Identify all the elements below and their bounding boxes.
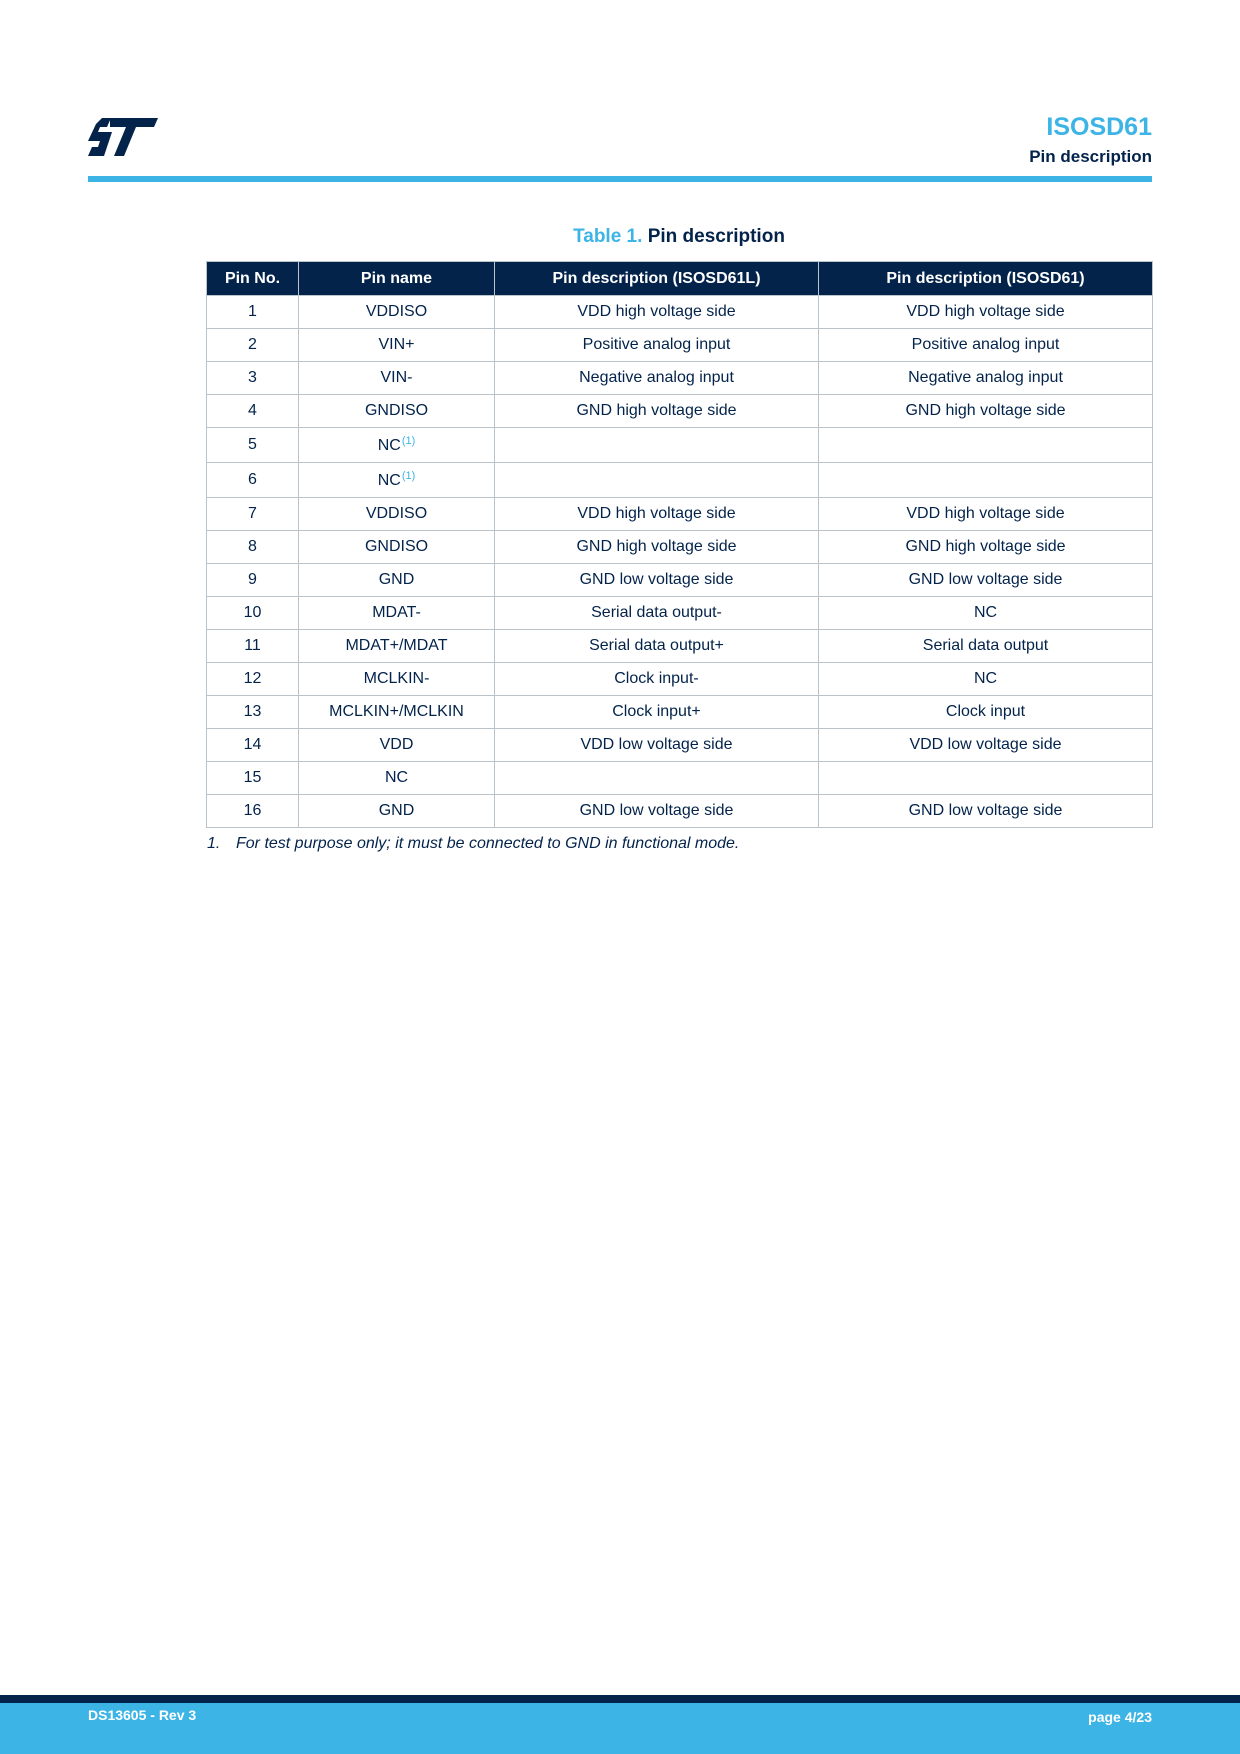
header-rule bbox=[88, 176, 1152, 182]
pin-name-cell bbox=[299, 564, 495, 597]
pin-number-cell bbox=[207, 795, 299, 828]
pin-number-cell bbox=[207, 395, 299, 428]
pin-desc-isosd61l-cell bbox=[495, 762, 819, 795]
table-row bbox=[207, 498, 1153, 531]
pin-desc-isosd61-cell-text: GND low voltage side bbox=[908, 571, 1063, 588]
table-footnote bbox=[207, 835, 739, 853]
pin-desc-isosd61l-cell-text: Clock input- bbox=[614, 670, 699, 687]
pin-name-cell-text: GNDISO bbox=[364, 402, 429, 419]
pin-desc-isosd61-cell bbox=[819, 395, 1153, 428]
pin-desc-isosd61-cell bbox=[819, 696, 1153, 729]
pin-number-cell bbox=[207, 428, 299, 463]
pin-name-cell bbox=[299, 362, 495, 395]
pin-desc-isosd61l-cell bbox=[495, 597, 819, 630]
table-row bbox=[207, 463, 1153, 498]
pin-number-cell bbox=[207, 597, 299, 630]
pin-desc-isosd61l-cell-text: VDD low voltage side bbox=[580, 736, 733, 753]
pin-desc-isosd61-cell bbox=[819, 630, 1153, 663]
table-caption bbox=[206, 226, 1152, 248]
pin-name-cell bbox=[299, 597, 495, 630]
pin-desc-isosd61-cell-text: Clock input bbox=[945, 703, 1026, 720]
table-row bbox=[207, 564, 1153, 597]
pin-desc-isosd61-cell bbox=[819, 329, 1153, 362]
pin-number-cell bbox=[207, 296, 299, 329]
pin-number-cell bbox=[207, 463, 299, 498]
pin-desc-isosd61l-cell-text: GND low voltage side bbox=[579, 571, 734, 588]
table-row bbox=[207, 296, 1153, 329]
pin-number-cell bbox=[207, 762, 299, 795]
pin-desc-isosd61l-cell bbox=[495, 630, 819, 663]
table-row bbox=[207, 729, 1153, 762]
pin-number-cell-text: 14 bbox=[243, 736, 262, 753]
pin-desc-isosd61l-cell-text: VDD high voltage side bbox=[577, 505, 736, 522]
pin-name-cell bbox=[299, 463, 495, 498]
pin-number-cell bbox=[207, 630, 299, 663]
pin-name-cell-text: MDAT+/MDAT bbox=[345, 637, 448, 654]
pin-desc-isosd61-cell bbox=[819, 564, 1153, 597]
pin-desc-isosd61-cell bbox=[819, 498, 1153, 531]
pin-desc-isosd61l-cell bbox=[495, 329, 819, 362]
pin-number-cell-text: 12 bbox=[243, 670, 262, 687]
pin-desc-isosd61l-cell-text: Negative analog input bbox=[579, 369, 734, 386]
pin-number-cell-text: 5 bbox=[248, 436, 257, 453]
table-caption-number: Table 1. bbox=[573, 226, 643, 247]
st-logo bbox=[88, 118, 158, 158]
pin-number-cell-text: 7 bbox=[248, 505, 257, 522]
footnote-reference[interactable]: (1) bbox=[401, 470, 416, 482]
pin-desc-isosd61-cell-text: Negative analog input bbox=[908, 369, 1063, 386]
pin-number-cell bbox=[207, 498, 299, 531]
pin-desc-isosd61-cell-text: NC bbox=[973, 604, 998, 621]
pin-desc-isosd61l-cell bbox=[495, 696, 819, 729]
pin-desc-isosd61-cell bbox=[819, 597, 1153, 630]
pin-number-cell-text: 4 bbox=[248, 402, 257, 419]
pin-name-cell-text: NC bbox=[377, 472, 401, 489]
pin-name-cell-text: GND bbox=[378, 571, 415, 588]
pin-name-cell bbox=[299, 729, 495, 762]
pin-desc-isosd61-cell bbox=[819, 296, 1153, 329]
pin-desc-isosd61-cell bbox=[819, 663, 1153, 696]
pin-desc-isosd61-cell bbox=[819, 531, 1153, 564]
pin-desc-isosd61-cell-text: VDD high voltage side bbox=[906, 303, 1065, 320]
document-title: ISOSD61 bbox=[1046, 113, 1152, 141]
pin-name-cell-text: GND bbox=[378, 802, 415, 819]
pin-desc-isosd61l-cell-text: GND high voltage side bbox=[576, 538, 737, 555]
pin-number-cell-text: 6 bbox=[248, 471, 257, 488]
pin-number-cell-text: 15 bbox=[243, 769, 262, 786]
pin-number-cell-text: 11 bbox=[244, 637, 261, 654]
pin-desc-isosd61l-cell bbox=[495, 463, 819, 498]
pin-name-cell-text: MDAT- bbox=[372, 604, 421, 621]
pin-desc-isosd61l-cell bbox=[495, 663, 819, 696]
footnote-reference[interactable]: (1) bbox=[401, 435, 416, 447]
pin-number-cell-text: 10 bbox=[243, 604, 262, 621]
pin-desc-isosd61l-cell-text: GND high voltage side bbox=[576, 402, 737, 419]
pin-name-cell-text: NC bbox=[384, 769, 409, 786]
pin-desc-isosd61-cell-text: GND low voltage side bbox=[908, 802, 1063, 819]
pin-desc-isosd61l-cell-text: Serial data output+ bbox=[589, 637, 724, 654]
column-header-pin-name: Pin name bbox=[299, 262, 495, 296]
pin-number-cell-text: 8 bbox=[248, 538, 257, 555]
pin-number-cell bbox=[207, 729, 299, 762]
pin-desc-isosd61l-cell bbox=[495, 795, 819, 828]
pin-desc-isosd61l-cell-text: VDD high voltage side bbox=[577, 303, 736, 320]
pin-desc-isosd61-cell-text: NC bbox=[973, 670, 998, 687]
footnote-text: For test purpose only; it must be connected to GND in functional mode. bbox=[236, 835, 740, 852]
footer-page-number: page 4/23 bbox=[1088, 1709, 1152, 1725]
table-header-row bbox=[207, 262, 1153, 296]
table-row bbox=[207, 597, 1153, 630]
pin-desc-isosd61l-cell-text: Positive analog input bbox=[582, 336, 731, 353]
pin-name-cell bbox=[299, 329, 495, 362]
pin-desc-isosd61-cell-text: VDD high voltage side bbox=[906, 505, 1065, 522]
pin-number-cell bbox=[207, 663, 299, 696]
table-row bbox=[207, 762, 1153, 795]
pin-description-table bbox=[206, 261, 1153, 828]
pin-name-cell-text: MCLKIN+/MCLKIN bbox=[329, 703, 464, 720]
pin-name-cell bbox=[299, 795, 495, 828]
table-row bbox=[207, 795, 1153, 828]
pin-number-cell bbox=[207, 531, 299, 564]
pin-name-cell-text: VDDISO bbox=[365, 505, 428, 522]
table-row bbox=[207, 329, 1153, 362]
pin-name-cell-text: VDDISO bbox=[365, 303, 428, 320]
table-row bbox=[207, 663, 1153, 696]
pin-desc-isosd61l-cell-text: GND low voltage side bbox=[579, 802, 734, 819]
pin-name-cell-text: GNDISO bbox=[364, 538, 429, 555]
pin-name-cell bbox=[299, 630, 495, 663]
pin-desc-isosd61-cell bbox=[819, 362, 1153, 395]
column-header-desc-isosd61: Pin description (ISOSD61) bbox=[819, 262, 1153, 296]
pin-name-cell-text: MCLKIN- bbox=[363, 670, 430, 687]
column-header-desc-isosd61l: Pin description (ISOSD61L) bbox=[495, 262, 819, 296]
pin-name-cell bbox=[299, 498, 495, 531]
pin-desc-isosd61l-cell bbox=[495, 296, 819, 329]
pin-desc-isosd61l-cell bbox=[495, 729, 819, 762]
pin-number-cell-text: 9 bbox=[248, 571, 257, 588]
pin-number-cell bbox=[207, 362, 299, 395]
pin-name-cell bbox=[299, 663, 495, 696]
pin-desc-isosd61-cell bbox=[819, 795, 1153, 828]
pin-desc-isosd61-cell bbox=[819, 463, 1153, 498]
pin-desc-isosd61-cell-text: GND high voltage side bbox=[905, 538, 1066, 555]
pin-desc-isosd61l-cell bbox=[495, 395, 819, 428]
table-row bbox=[207, 630, 1153, 663]
pin-desc-isosd61l-cell bbox=[495, 564, 819, 597]
pin-name-cell bbox=[299, 762, 495, 795]
pin-desc-isosd61-cell-text: GND high voltage side bbox=[905, 402, 1066, 419]
pin-desc-isosd61l-cell bbox=[495, 531, 819, 564]
footer-rule bbox=[0, 1695, 1240, 1703]
pin-desc-isosd61l-cell bbox=[495, 428, 819, 463]
pin-number-cell-text: 2 bbox=[248, 336, 257, 353]
pin-desc-isosd61-cell bbox=[819, 729, 1153, 762]
table-row bbox=[207, 362, 1153, 395]
pin-desc-isosd61-cell-text: Positive analog input bbox=[911, 336, 1060, 353]
table-row bbox=[207, 531, 1153, 564]
pin-number-cell bbox=[207, 329, 299, 362]
footnote-number: 1. bbox=[207, 835, 221, 852]
pin-desc-isosd61l-cell bbox=[495, 498, 819, 531]
pin-name-cell-text: NC bbox=[377, 437, 401, 454]
table-caption-title: Pin description bbox=[647, 226, 785, 247]
pin-desc-isosd61l-cell bbox=[495, 362, 819, 395]
table-row bbox=[207, 428, 1153, 463]
pin-number-cell bbox=[207, 696, 299, 729]
pin-name-cell-text: VIN- bbox=[380, 369, 413, 386]
pin-number-cell-text: 1 bbox=[248, 303, 257, 320]
table-row bbox=[207, 696, 1153, 729]
column-header-pin-no: Pin No. bbox=[207, 262, 299, 296]
pin-number-cell bbox=[207, 564, 299, 597]
pin-desc-isosd61-cell bbox=[819, 762, 1153, 795]
pin-desc-isosd61l-cell-text: Serial data output- bbox=[591, 604, 722, 621]
pin-desc-isosd61l-cell-text: Clock input+ bbox=[612, 703, 701, 720]
pin-number-cell-text: 3 bbox=[248, 369, 257, 386]
pin-desc-isosd61-cell-text: Serial data output bbox=[922, 637, 1049, 654]
pin-name-cell bbox=[299, 395, 495, 428]
pin-name-cell-text: VIN+ bbox=[378, 336, 415, 353]
footer-doc-id: DS13605 - Rev 3 bbox=[88, 1707, 197, 1723]
pin-desc-isosd61-cell-text: VDD low voltage side bbox=[909, 736, 1062, 753]
pin-name-cell bbox=[299, 531, 495, 564]
pin-name-cell bbox=[299, 696, 495, 729]
pin-name-cell-text: VDD bbox=[379, 736, 414, 753]
pin-name-cell bbox=[299, 296, 495, 329]
table-row bbox=[207, 395, 1153, 428]
pin-number-cell-text: 16 bbox=[243, 802, 262, 819]
pin-name-cell bbox=[299, 428, 495, 463]
section-title: Pin description bbox=[1029, 147, 1152, 166]
pin-number-cell-text: 13 bbox=[243, 703, 262, 720]
pin-desc-isosd61-cell bbox=[819, 428, 1153, 463]
